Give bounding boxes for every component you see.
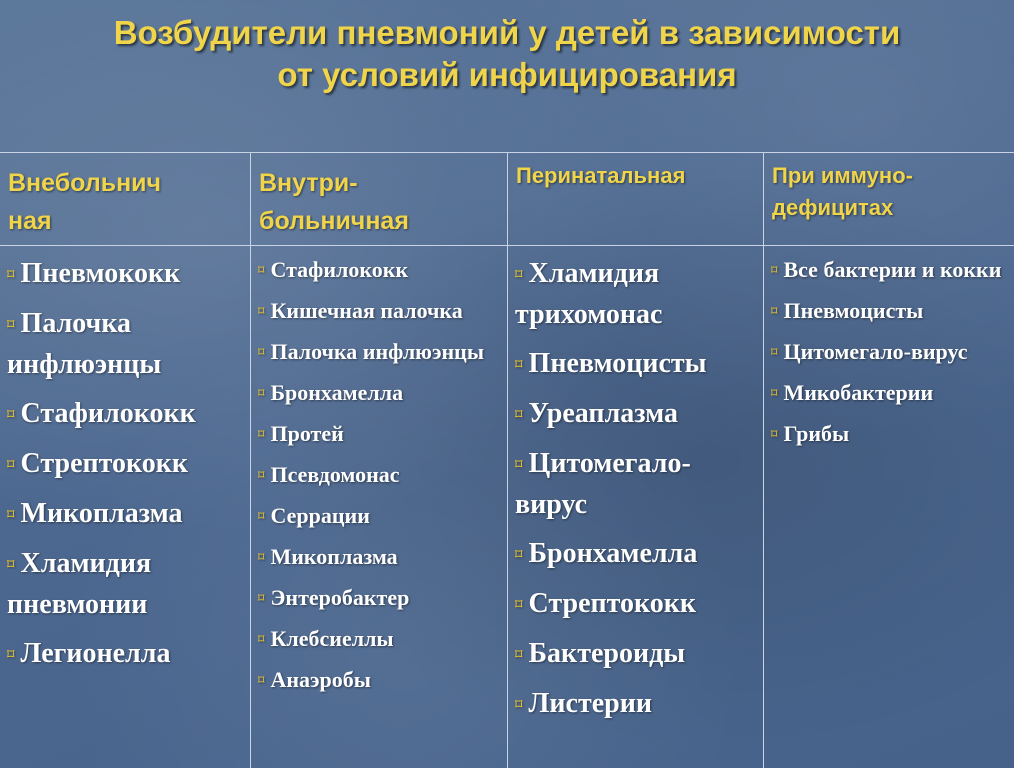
square-bullet-icon: ⌑: [515, 547, 523, 563]
list-item-label: Псевдомонас: [270, 462, 400, 487]
list-item: [258, 375, 501, 411]
list-item-label: Хламидия пневмонии: [7, 548, 152, 620]
list-item: [515, 684, 757, 725]
pathogen-table: [0, 152, 1014, 768]
list-item: [258, 416, 501, 452]
square-bullet-icon: ⌑: [258, 673, 265, 687]
square-bullet-icon: ⌑: [771, 263, 778, 277]
column-header-line: Перинатальная: [516, 163, 686, 188]
square-bullet-icon: ⌑: [258, 591, 265, 605]
square-bullet-icon: ⌑: [258, 386, 265, 400]
square-bullet-icon: ⌑: [7, 507, 15, 523]
square-bullet-icon: ⌑: [515, 647, 523, 663]
list-item: [515, 394, 757, 435]
square-bullet-icon: ⌑: [515, 267, 523, 283]
list-item-label: Стрептококк: [20, 448, 189, 479]
square-bullet-icon: ⌑: [258, 427, 265, 441]
square-bullet-icon: ⌑: [7, 317, 15, 333]
list-item-label: Клебсиеллы: [270, 626, 394, 651]
list-item-label: Стафилококк: [20, 398, 196, 429]
list-item: [7, 394, 244, 435]
column-community: [0, 152, 250, 768]
square-bullet-icon: ⌑: [771, 304, 778, 318]
list-item: [258, 293, 501, 329]
list-item: [7, 634, 244, 675]
square-bullet-icon: ⌑: [258, 263, 265, 277]
list-item: [7, 444, 244, 485]
list-item: [515, 344, 757, 385]
list-item: [771, 416, 1008, 452]
slide-title-line-2: от условий инфицирования: [277, 56, 737, 93]
column-body: [508, 246, 763, 734]
list-item-label: Бронхамелла: [270, 380, 404, 405]
list-item-label: Хламидия трихомонас: [515, 258, 663, 330]
column-body: [0, 246, 250, 684]
list-item: [258, 580, 501, 616]
column-header-line: Внебольнич: [8, 169, 162, 197]
list-item-label: Цитомегало-вирус: [783, 339, 968, 364]
square-bullet-icon: ⌑: [7, 457, 15, 473]
column-header-line: При иммуно-: [772, 163, 913, 188]
square-bullet-icon: ⌑: [771, 427, 778, 441]
list-item-label: Стафилококк: [270, 257, 409, 282]
list-item-label: Листерии: [528, 688, 652, 719]
list-item-label: Стрептококк: [528, 588, 697, 619]
list-item-label: Грибы: [783, 421, 850, 446]
square-bullet-icon: ⌑: [258, 632, 265, 646]
list-item: [515, 254, 757, 335]
column-header-line: Внутри-: [259, 169, 358, 197]
list-item-label: Бронхамелла: [528, 538, 698, 569]
list-item-label: Цитомегало-вирус: [515, 448, 691, 520]
list-item: [771, 375, 1008, 411]
square-bullet-icon: ⌑: [515, 357, 523, 373]
column-body: [764, 246, 1014, 457]
list-item-label: Пневмоцисты: [528, 348, 707, 379]
column-header-line: больничная: [259, 207, 409, 235]
list-item: [258, 252, 501, 288]
square-bullet-icon: ⌑: [258, 550, 265, 564]
slide-title-line-1: Возбудители пневмоний у детей в зависимости: [113, 14, 901, 51]
square-bullet-icon: ⌑: [258, 509, 265, 523]
list-item-label: Все бактерии и кокки: [783, 257, 1002, 282]
list-item-label: Уреаплазма: [528, 398, 679, 429]
list-item: [7, 304, 244, 385]
square-bullet-icon: ⌑: [771, 386, 778, 400]
list-item-label: Анаэробы: [270, 667, 371, 692]
column-header-line: дефицитах: [772, 195, 894, 220]
column-body: [251, 246, 507, 703]
list-item-label: Пневмококк: [20, 258, 181, 289]
list-item: [515, 634, 757, 675]
list-item: [771, 293, 1008, 329]
list-item: [7, 544, 244, 625]
column-immunodeficiency: [764, 152, 1014, 768]
list-item: [258, 457, 501, 493]
square-bullet-icon: ⌑: [515, 407, 523, 423]
list-item: [7, 254, 244, 295]
column-header: [251, 152, 507, 245]
list-item-label: Микоплазма: [20, 498, 183, 529]
square-bullet-icon: ⌑: [7, 557, 15, 573]
list-item-label: Палочка инфлюэнцы: [7, 308, 162, 380]
slide-title: [0, 12, 1014, 96]
square-bullet-icon: ⌑: [7, 647, 15, 663]
list-item-label: Пневмоцисты: [783, 298, 924, 323]
square-bullet-icon: ⌑: [515, 697, 523, 713]
list-item-label: Серрации: [270, 503, 370, 528]
square-bullet-icon: ⌑: [258, 468, 265, 482]
list-item-label: Бактероиды: [528, 638, 686, 669]
square-bullet-icon: ⌑: [7, 267, 15, 283]
list-item: [258, 539, 501, 575]
list-item-label: Микоплазма: [270, 544, 398, 569]
list-item: [515, 534, 757, 575]
list-item-label: Палочка инфлюэнцы: [270, 339, 485, 364]
list-item: [515, 584, 757, 625]
list-item: [258, 621, 501, 657]
column-header: [764, 152, 1014, 245]
list-item: [7, 494, 244, 535]
square-bullet-icon: ⌑: [7, 407, 15, 423]
list-item-label: Энтеробактер: [270, 585, 410, 610]
list-item-label: Микобактерии: [783, 380, 934, 405]
column-header: [0, 152, 250, 245]
list-item-label: Легионелла: [20, 638, 171, 669]
column-header: [508, 152, 763, 245]
square-bullet-icon: ⌑: [771, 345, 778, 359]
list-item: [515, 444, 757, 525]
list-item: [258, 498, 501, 534]
list-item: [258, 662, 501, 698]
square-bullet-icon: ⌑: [515, 597, 523, 613]
list-item: [771, 252, 1008, 288]
column-header-line: ная: [8, 207, 52, 235]
column-perinatal: [508, 152, 763, 768]
list-item: [258, 334, 501, 370]
square-bullet-icon: ⌑: [515, 457, 523, 473]
square-bullet-icon: ⌑: [258, 345, 265, 359]
column-hospital: [251, 152, 507, 768]
square-bullet-icon: ⌑: [258, 304, 265, 318]
list-item-label: Кишечная палочка: [270, 298, 463, 323]
list-item: [771, 334, 1008, 370]
list-item-label: Протей: [270, 421, 344, 446]
